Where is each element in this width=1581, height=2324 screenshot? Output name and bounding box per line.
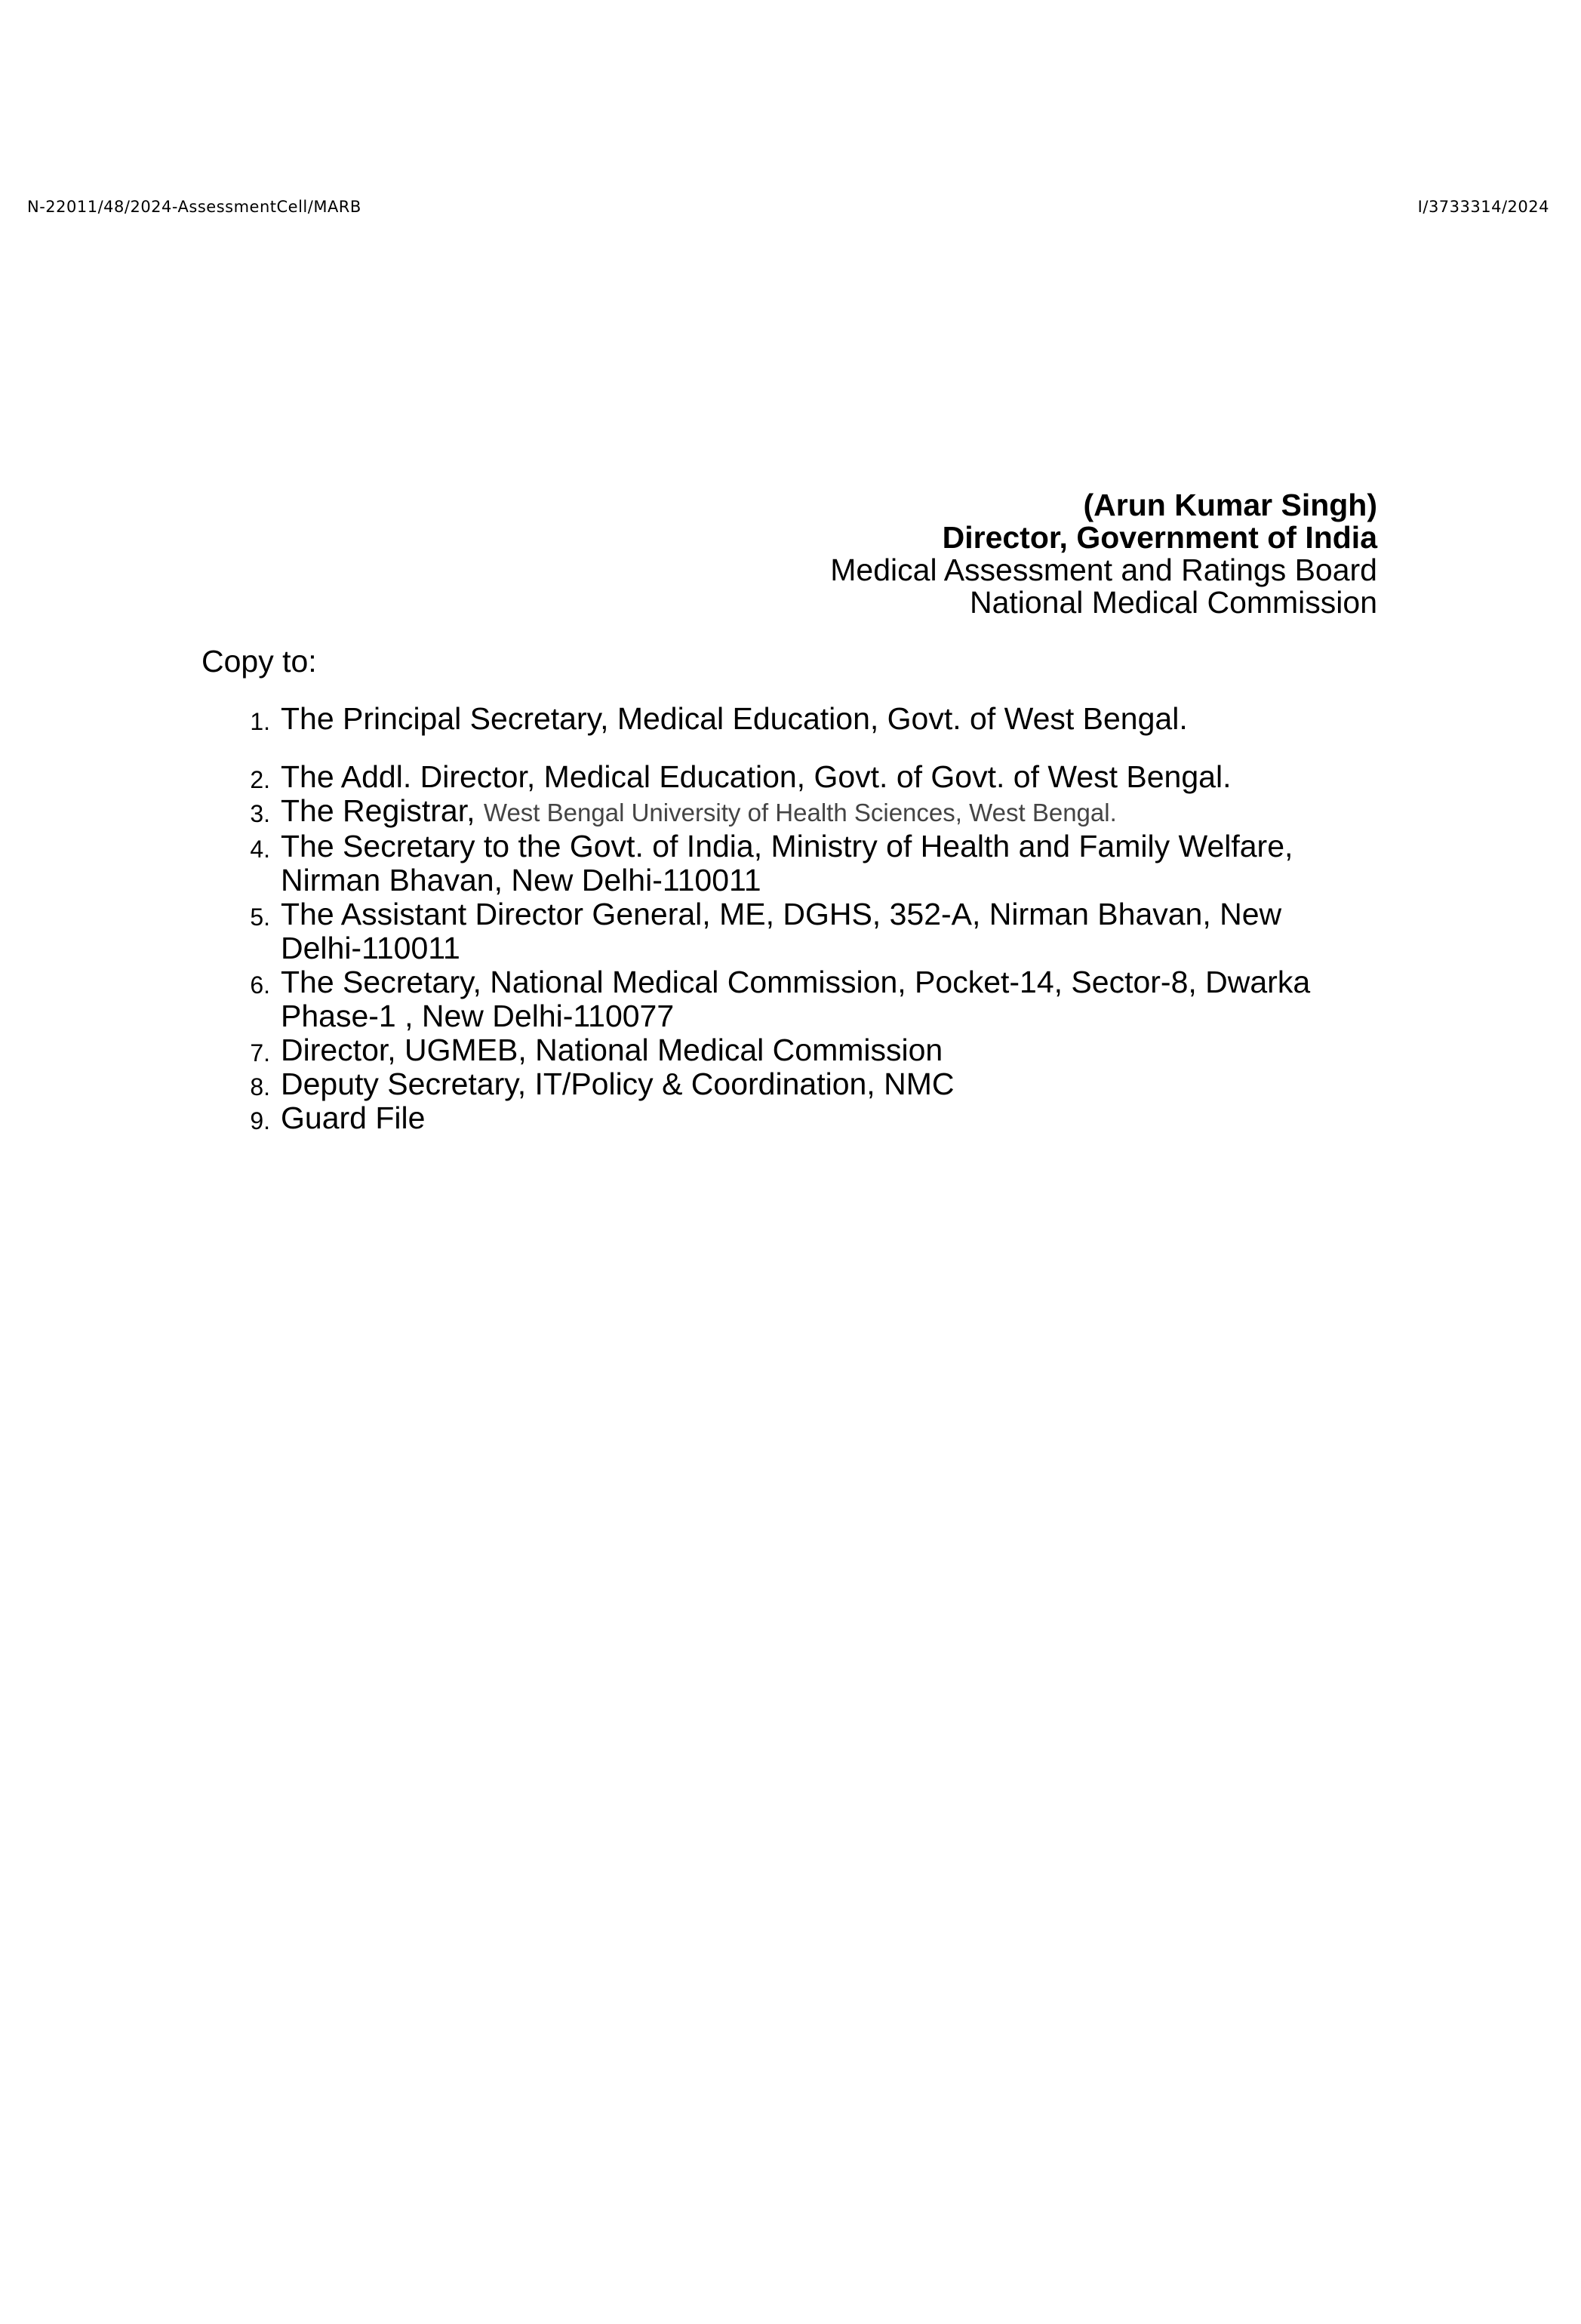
list-item-text: The Registrar, [281, 793, 475, 828]
file-number: N-22011/48/2024-AssessmentCell/MARB [27, 198, 361, 216]
reference-number: I/3733314/2024 [1417, 198, 1549, 216]
list-item-number: 9. [250, 1107, 270, 1134]
list-item-number: 2. [250, 766, 270, 793]
signatory-commission: National Medical Commission [969, 585, 1377, 620]
list-item-line-1: The Secretary to the Govt. of India, Ministry of Health and Family Welfare, [281, 829, 1293, 863]
copy-to-list [204, 702, 1396, 1135]
list-item-line-2: Phase-1 , New Delhi-110077 [281, 999, 675, 1033]
list-item-text: Guard File [281, 1100, 426, 1135]
list-item-text: The Principal Secretary, Medical Education, Govt. of West Bengal. [281, 701, 1188, 736]
list-item-number: 5. [250, 903, 270, 931]
list-item [204, 1033, 1396, 1067]
signatory-board: Medical Assessment and Ratings Board [830, 553, 1377, 587]
copy-to-label: Copy to: [201, 644, 317, 679]
list-item-line-2: Nirman Bhavan, New Delhi-110011 [281, 863, 761, 897]
signatory-designation: Director, Government of India [942, 520, 1377, 555]
list-item [204, 830, 1396, 897]
list-item [204, 897, 1396, 965]
list-item [204, 1067, 1396, 1101]
list-item-number: 3. [250, 800, 270, 827]
list-item-number: 1. [250, 708, 270, 735]
list-item-text: Deputy Secretary, IT/Policy & Coordination, NMC [281, 1067, 955, 1101]
signature-block [830, 489, 1377, 619]
list-item-number: 7. [250, 1039, 270, 1067]
list-item-text-secondary: West Bengal University of Health Sciences, West Bengal. [483, 799, 1117, 826]
list-item [204, 702, 1396, 736]
list-item [204, 760, 1396, 794]
list-item-line-2: Delhi-110011 [281, 931, 460, 965]
list-item [204, 794, 1396, 830]
list-item [204, 1101, 1396, 1135]
list-item [204, 965, 1396, 1033]
list-item-number: 8. [250, 1073, 270, 1100]
list-item-text: Director, UGMEB, National Medical Commission [281, 1033, 943, 1067]
list-item-number: 4. [250, 836, 270, 863]
list-item-number: 6. [250, 971, 270, 999]
list-item-text: The Addl. Director, Medical Education, Govt. of Govt. of West Bengal. [281, 759, 1232, 794]
list-item-line-1: The Assistant Director General, ME, DGHS, 352-A, Nirman Bhavan, New [281, 897, 1282, 931]
signatory-name: (Arun Kumar Singh) [1083, 488, 1377, 522]
list-item-line-1: The Secretary, National Medical Commission, Pocket-14, Sector-8, Dwarka [281, 965, 1311, 999]
